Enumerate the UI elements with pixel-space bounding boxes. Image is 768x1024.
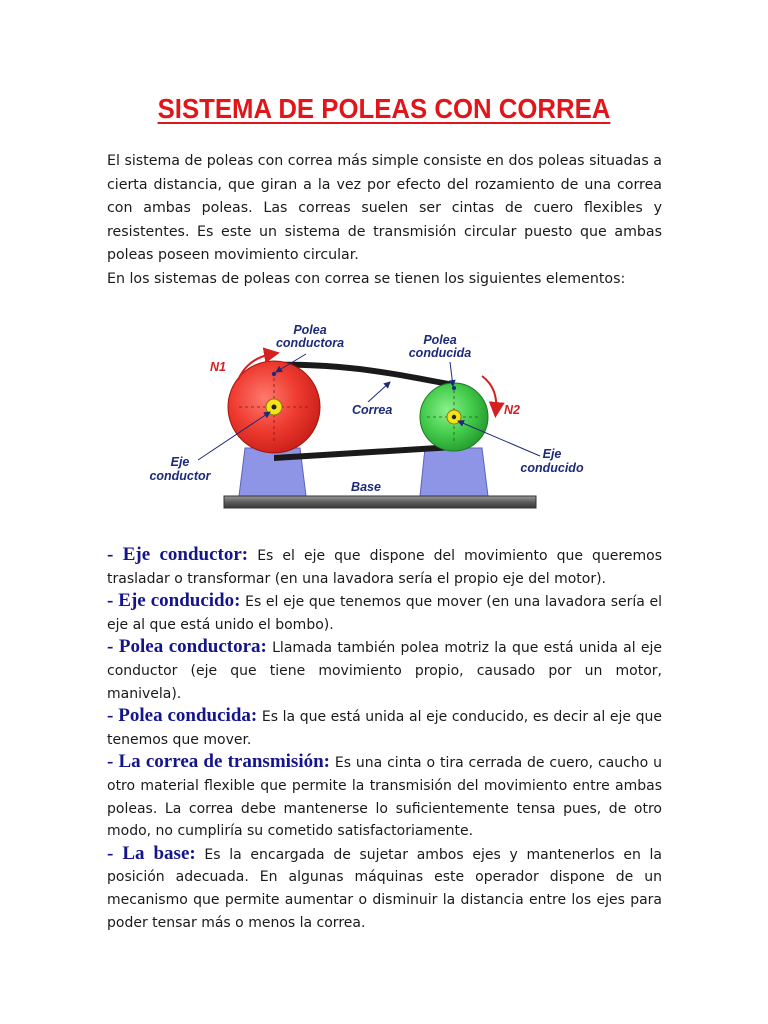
term-definition: Es una cinta o tira cerrada de cuero, caucho u otro material flexible que permite la transmisión del movimiento entre ambas poleas. La correa debe mantenerse lo suficientemente tensa pues, de otro modo, no cumpliría su cometido satisfactoriamente.: [107, 755, 662, 840]
intro-paragraph: El sistema de poleas con correa más simple consiste en dos poleas situadas a cierta distancia, que giran a la vez por efecto del rozamiento de una correa con ambas poleas. Las correas suelen ser cintas de cuero flexibles y resistentes. Es este un sistema de transmisión circular puesto que ambas poleas poseen movimiento circular.: [107, 153, 662, 264]
label-polea-conductora-2: conductora: [275, 336, 345, 350]
term-heading: - Polea conducida:: [107, 705, 258, 727]
label-n2: N2: [504, 403, 520, 417]
label-eje-conducido-2: conducido: [520, 461, 584, 475]
term-heading: - La base:: [107, 842, 196, 864]
definitions-list: [107, 544, 662, 934]
label-eje-conductor-1: Eje: [170, 455, 190, 469]
driven-support: [420, 448, 488, 496]
pulley-diagram: [120, 316, 640, 516]
term-base: [107, 843, 662, 934]
label-eje-conducido-1: Eje: [542, 447, 562, 461]
term-heading: - Eje conductor:: [107, 544, 249, 565]
term-definition: Es la que está unida al eje conducido, es decir al eje que tenemos que mover.: [107, 709, 663, 748]
base-bar: [224, 496, 536, 508]
term-heading: - La correa de transmisión:: [107, 751, 330, 773]
label-polea-conducida-2: conducida: [408, 346, 472, 360]
term-heading: - Eje conducido:: [107, 590, 241, 612]
label-polea-conducida-1: Polea: [423, 333, 457, 347]
term-heading: - Polea conductora:: [107, 636, 267, 658]
term-polea-conductora: [107, 636, 662, 705]
label-correa: Correa: [352, 403, 393, 417]
term-polea-conducida: [107, 705, 662, 751]
term-definition: Es la encargada de sujetar ambos ejes y mantenerlos en la posición adecuada. En algunas máquinas este operador dispone de un mecanismo que permite aumentar o disminuir la distancia entre los ejes para poder tensar más o menos la correa.: [107, 846, 662, 931]
label-n1: N1: [210, 360, 226, 374]
term-correa-transmision: [107, 751, 662, 842]
label-base: Base: [351, 480, 381, 494]
term-definition: Llamada también polea motriz la que está unida al eje conductor (eje que tiene movimiento propio, causado por un motor, manivela).: [107, 640, 662, 702]
intro-text: [107, 150, 662, 292]
label-polea-conductora-1: Polea: [293, 323, 327, 337]
page-title: SISTEMA DE POLEAS CON CORREA: [157, 93, 611, 124]
term-definition: Es el eje que tenemos que mover (en una lavadora sería el eje al que está unido el bombo).: [107, 594, 662, 633]
term-definition: Es el eje que dispone del movimiento que queremos trasladar o transformar (en una lavadora sería el propio eje del motor).: [107, 548, 662, 587]
intro-lead-in: En los sistemas de poleas con correa se tienen los siguientes elementos:: [107, 270, 626, 287]
term-eje-conducido: [107, 590, 662, 636]
label-eje-conductor-2: conductor: [149, 469, 211, 483]
term-eje-conductor: [107, 544, 662, 590]
